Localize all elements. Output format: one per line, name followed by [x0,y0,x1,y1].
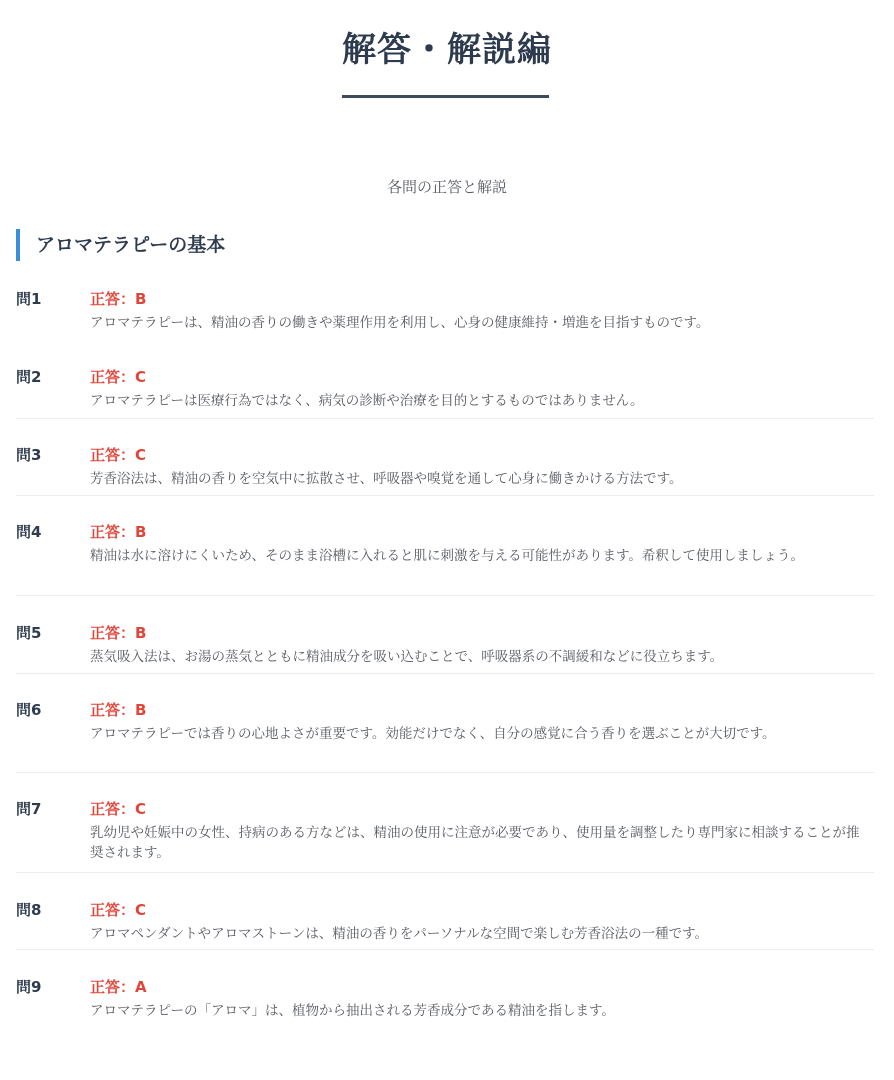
qa-item-6 [16,699,874,773]
explanation: 蒸気吸入法は、お湯の蒸気とともに精油成分を吸い込むことで、呼吸器系の不調緩和などに役立ちます。 [90,649,724,665]
question-number: 問6 [16,701,42,719]
explanation: アロマテラピーの「アロマ」は、植物から抽出される芳香成分である精油を指します。 [90,1003,615,1019]
correct-answer: 正答：C [90,446,147,464]
correct-answer: 正答：C [90,368,147,386]
explanation: アロマテラピーは医療行為ではなく、病気の診断や治療を目的とするものではありません。 [90,393,644,409]
qa-item-5 [16,622,874,674]
title-underline [342,95,549,98]
explanation: 精油は水に溶けにくいため、そのまま浴槽に入れると肌に刺激を与える可能性があります。希釈して使用しましょう。 [90,548,804,564]
correct-answer: 正答：B [90,624,147,642]
explanation: アロマペンダントやアロマストーンは、精油の香りをパーソナルな空間で楽しむ芳香浴法の一種です。 [90,926,709,942]
question-number: 問9 [16,978,42,996]
correct-answer: 正答：B [90,523,147,541]
explanation: 乳幼児や妊娠中の女性、持病のある方などは、精油の使用に注意が必要であり、使用量を調整したり専門家に相談することが推奨されます。 [90,825,860,861]
section-heading: アロマテラピーの基本 [16,229,225,261]
explanation: アロマテラピーでは香りの心地よさが重要です。効能だけでなく、自分の感覚に合う香りを選ぶことが大切です。 [90,726,776,742]
qa-item-9 [16,976,874,1028]
question-number: 問5 [16,624,42,642]
correct-answer: 正答：B [90,290,147,308]
question-number: 問2 [16,368,42,386]
question-number: 問3 [16,446,42,464]
qa-item-4 [16,521,874,596]
page-subtitle: 各問の正答と解説 [386,178,507,196]
qa-item-1 [16,288,874,340]
question-number: 問8 [16,901,42,919]
question-number: 問1 [16,290,42,308]
correct-answer: 正答：C [90,901,147,919]
qa-item-3 [16,444,874,496]
correct-answer: 正答：B [90,701,147,719]
correct-answer: 正答：C [90,800,147,818]
explanation: 芳香浴法は、精油の香りを空気中に拡散させ、呼吸器や嗅覚を通して心身に働きかける方法です。 [90,471,683,487]
page-title: 解答・解説編 [342,30,552,70]
explanation: アロマテラピーは、精油の香りの働きや薬理作用を利用し、心身の健康維持・増進を目指すものです。 [90,315,710,331]
correct-answer: 正答：A [90,978,147,996]
qa-item-8 [16,899,874,950]
question-number: 問4 [16,523,42,541]
question-number: 問7 [16,800,42,818]
qa-item-2 [16,366,874,419]
qa-item-7 [16,798,874,873]
